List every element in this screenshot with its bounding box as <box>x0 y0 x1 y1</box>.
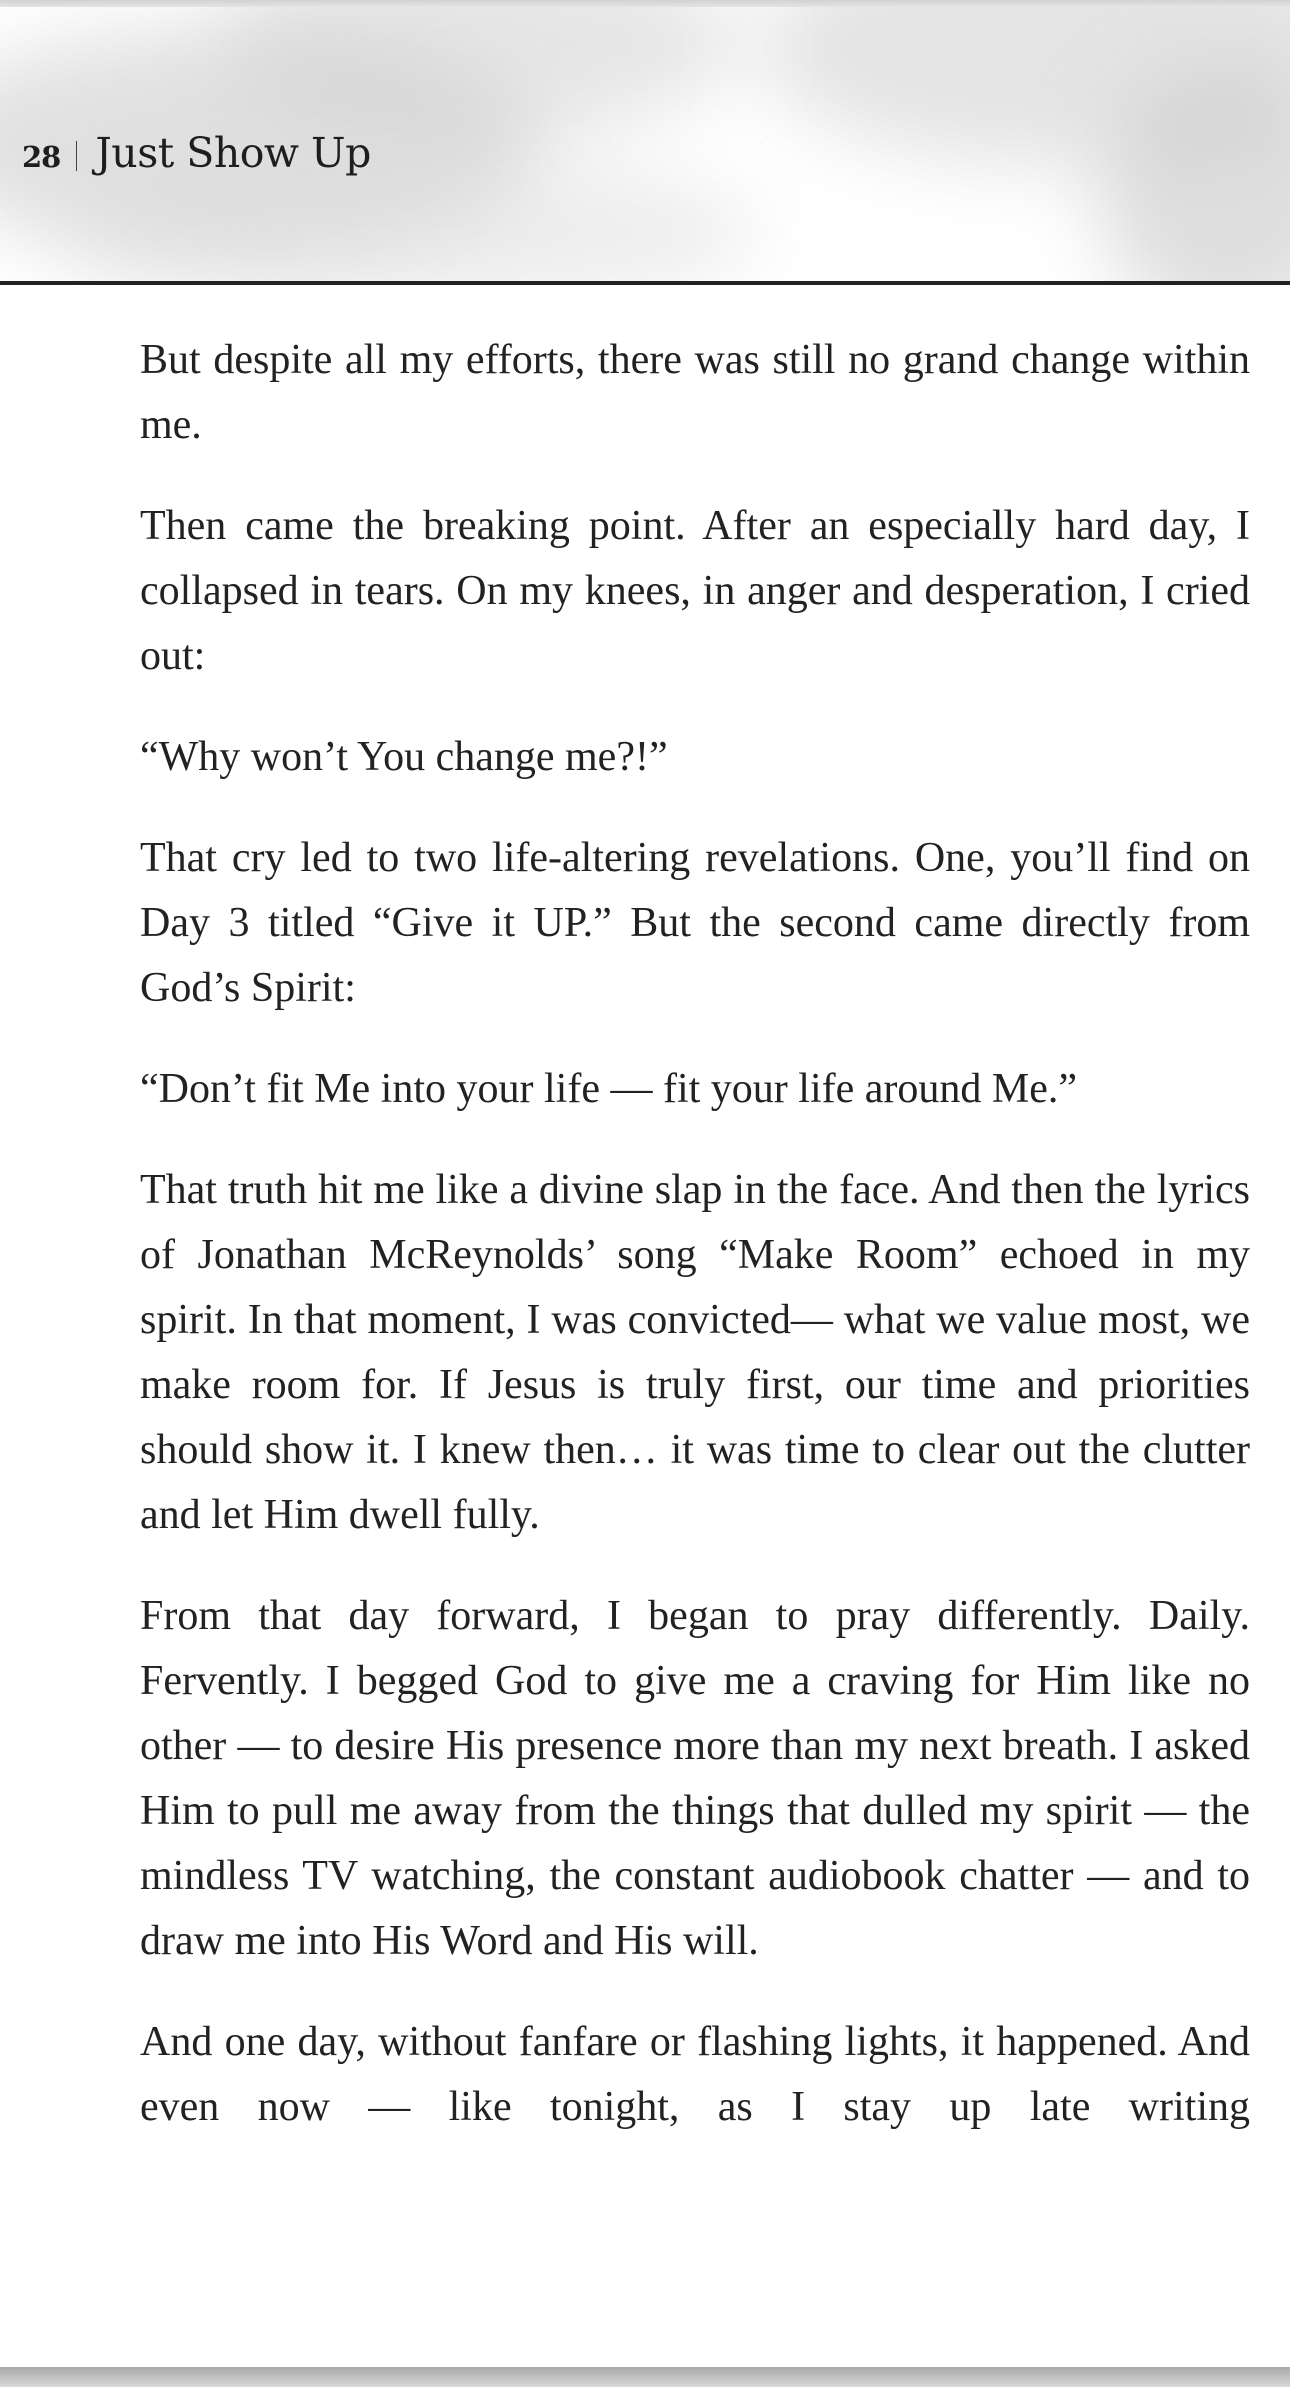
quote-paragraph: “Don’t fit Me into your life — fit your life around Me.” <box>140 1066 1078 1112</box>
paragraph: That cry led to two life-altering revelations. One, you’ll find on Day 3 titled “Give it UP.” But the second came directly from God’s Spirit: <box>140 835 1250 1011</box>
running-head <box>22 129 371 177</box>
paragraph: From that day forward, I began to pray differently. Daily. Fervently. I begged God to give me a craving for Him like no other — to desire His presence more than my next breath. I asked Him to pull me away from the things that dulled my spirit — the mindless TV watching, the constant audiobook chatter — and to draw me into His Word and His will. <box>140 1593 1250 1964</box>
header-separator <box>76 141 77 171</box>
paragraph: Then came the breaking point. After an especially hard day, I collapsed in tears. On my knees, in anger and desperation, I cried out: <box>140 503 1250 679</box>
body-text <box>140 328 1250 2176</box>
top-page-edge <box>0 0 1290 7</box>
header-rule <box>0 281 1290 285</box>
page-number: 28 <box>22 140 61 174</box>
page-header <box>0 7 1290 282</box>
bottom-page-edge <box>0 2367 1290 2387</box>
quote-paragraph: “Why won’t You change me?!” <box>140 734 668 780</box>
paragraph: But despite all my efforts, there was still no grand change within me. <box>140 337 1250 448</box>
paragraph: And one day, without fanfare or flashing lights, it happened. And even now — like tonight, as I stay up late writing <box>140 2019 1250 2130</box>
book-title: Just Show Up <box>95 129 371 177</box>
paragraph: That truth hit me like a divine slap in the face. And then the lyrics of Jonathan McReynolds’ song “Make Room” echoed in my spirit. In that moment, I was convicted— what we value most, we make room for. If Jesus is truly first, our time and priorities should show it. I knew then… it was time to clear out the clutter and let Him dwell fully. <box>140 1167 1250 1538</box>
